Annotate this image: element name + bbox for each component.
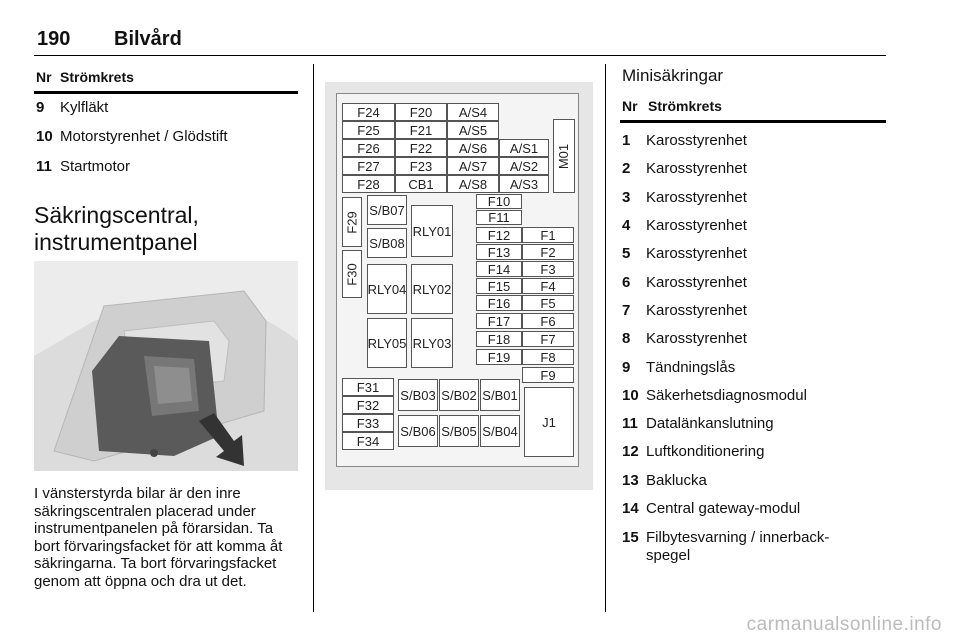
fuse-f23: F23: [395, 157, 447, 175]
fuse-f8: F8: [522, 349, 574, 365]
table-row: 9 Kylfläkt: [36, 99, 109, 116]
fuse-f29: F29: [342, 197, 362, 247]
fuse-f1: F1: [522, 227, 574, 243]
fuse-f27: F27: [342, 157, 395, 175]
table-row: 10 Motorstyrenhet / Glödstift: [36, 128, 228, 145]
fuse-f3: F3: [522, 261, 574, 277]
fuse-f2: F2: [522, 244, 574, 260]
fuse-f22: F22: [395, 139, 447, 157]
fuse-f33: F33: [342, 414, 394, 432]
instruction-paragraph: I vänsterstyrda bilar är den inre säkringscentralen placerad under instrumentpanelen på förarsidan. Ta bort förvaringsfacket för att komma åt säkringarna. Ta bort förvaringsfacket genom att öppna och dra ut det.: [34, 485, 283, 590]
fuse-as1: A/S1: [499, 139, 549, 157]
column-divider-right: [605, 64, 606, 612]
fuse-f20: F20: [395, 103, 447, 121]
table-row: 3 Karosstyrenhet: [622, 189, 747, 206]
relay-rly05: RLY05: [367, 318, 407, 368]
fuse-sb07: S/B07: [367, 195, 407, 225]
table-row: 5 Karosstyrenhet: [622, 245, 747, 262]
fuse-f7: F7: [522, 331, 574, 347]
fuse-f34: F34: [342, 432, 394, 450]
table-row: 13 Baklucka: [622, 472, 707, 489]
right-section-heading: Minisäkringar: [622, 66, 724, 85]
fuse-f13: F13: [476, 244, 522, 260]
page-title: Bilvård: [114, 28, 182, 50]
right-table-header-circuit: Strömkrets: [648, 98, 722, 114]
fuse-f25: F25: [342, 121, 395, 139]
fuse-as8: A/S8: [447, 175, 499, 193]
fuse-m01: M01: [553, 119, 575, 193]
fuse-f5: F5: [522, 295, 574, 311]
fuse-f18: F18: [476, 331, 522, 347]
fuse-f6: F6: [522, 313, 574, 329]
fuse-sb06: S/B06: [398, 415, 438, 447]
fuse-f16: F16: [476, 295, 522, 311]
fuse-f4: F4: [522, 278, 574, 294]
relay-rly03: RLY03: [411, 318, 453, 368]
right-table-header-nr: Nr: [622, 98, 638, 114]
fuse-sb01: S/B01: [480, 379, 520, 411]
table-row: 11 Datalänkanslutning: [622, 415, 774, 432]
fuse-f31: F31: [342, 378, 394, 396]
fuse-f28: F28: [342, 175, 395, 193]
fuse-f24: F24: [342, 103, 395, 121]
fuse-f30: F30: [342, 250, 362, 298]
fuse-as3: A/S3: [499, 175, 549, 193]
fuse-sb02: S/B02: [439, 379, 479, 411]
fuse-as6: A/S6: [447, 139, 499, 157]
relay-rly04: RLY04: [367, 264, 407, 314]
table-row: 11 Startmotor: [36, 158, 131, 175]
fuse-f11: F11: [476, 210, 522, 225]
table-row: 8 Karosstyrenhet: [622, 330, 747, 347]
table-row: 9 Tändningslås: [622, 359, 736, 376]
fuse-f10: F10: [476, 194, 522, 209]
relay-rly01: RLY01: [411, 205, 453, 257]
column-divider-left: [313, 64, 314, 612]
fuse-f26: F26: [342, 139, 395, 157]
fuse-f19: F19: [476, 349, 522, 365]
fuse-f14: F14: [476, 261, 522, 277]
table-row: 14 Central gateway-modul: [622, 500, 801, 517]
fuse-as7: A/S7: [447, 157, 499, 175]
table-row: 2 Karosstyrenhet: [622, 160, 747, 177]
table-row: 15 Filbytesvarning / innerback- spegel: [622, 529, 830, 564]
right-table-rule: [620, 120, 886, 123]
page-number: 190: [37, 28, 71, 50]
relay-rly02: RLY02: [411, 264, 453, 314]
fuse-sb03: S/B03: [398, 379, 438, 411]
left-table-rule: [34, 91, 298, 94]
fuse-sb05: S/B05: [439, 415, 479, 447]
fuse-f9: F9: [522, 367, 574, 383]
fuse-f15: F15: [476, 278, 522, 294]
left-table-header-nr: Nr: [36, 69, 52, 85]
fuse-f12: F12: [476, 227, 522, 243]
table-row: 7 Karosstyrenhet: [622, 302, 747, 319]
fuse-as4: A/S4: [447, 103, 499, 121]
fuse-sb08: S/B08: [367, 228, 407, 258]
table-row: 1 Karosstyrenhet: [622, 132, 747, 149]
fuse-f21: F21: [395, 121, 447, 139]
fuse-as2: A/S2: [499, 157, 549, 175]
watermark: carmanualsonline.info: [746, 614, 942, 635]
fuse-f17: F17: [476, 313, 522, 329]
fuse-f32: F32: [342, 396, 394, 414]
table-row: 10 Säkerhetsdiagnosmodul: [622, 387, 807, 404]
table-row: 4 Karosstyrenhet: [622, 217, 747, 234]
table-row: 12 Luftkonditionering: [622, 443, 765, 460]
connector-j1: J1: [524, 387, 574, 457]
fuse-sb04: S/B04: [480, 415, 520, 447]
table-row: 6 Karosstyrenhet: [622, 274, 747, 291]
fuse-as5: A/S5: [447, 121, 499, 139]
fuse-diagram: [325, 82, 593, 490]
section-heading: Säkringscentral, instrumentpanel: [34, 202, 199, 255]
header-rule: [34, 55, 886, 56]
fuse-cb1: CB1: [395, 175, 447, 193]
left-table-header-circuit: Strömkrets: [60, 69, 134, 85]
fuse-box-location-photo: [34, 261, 298, 471]
